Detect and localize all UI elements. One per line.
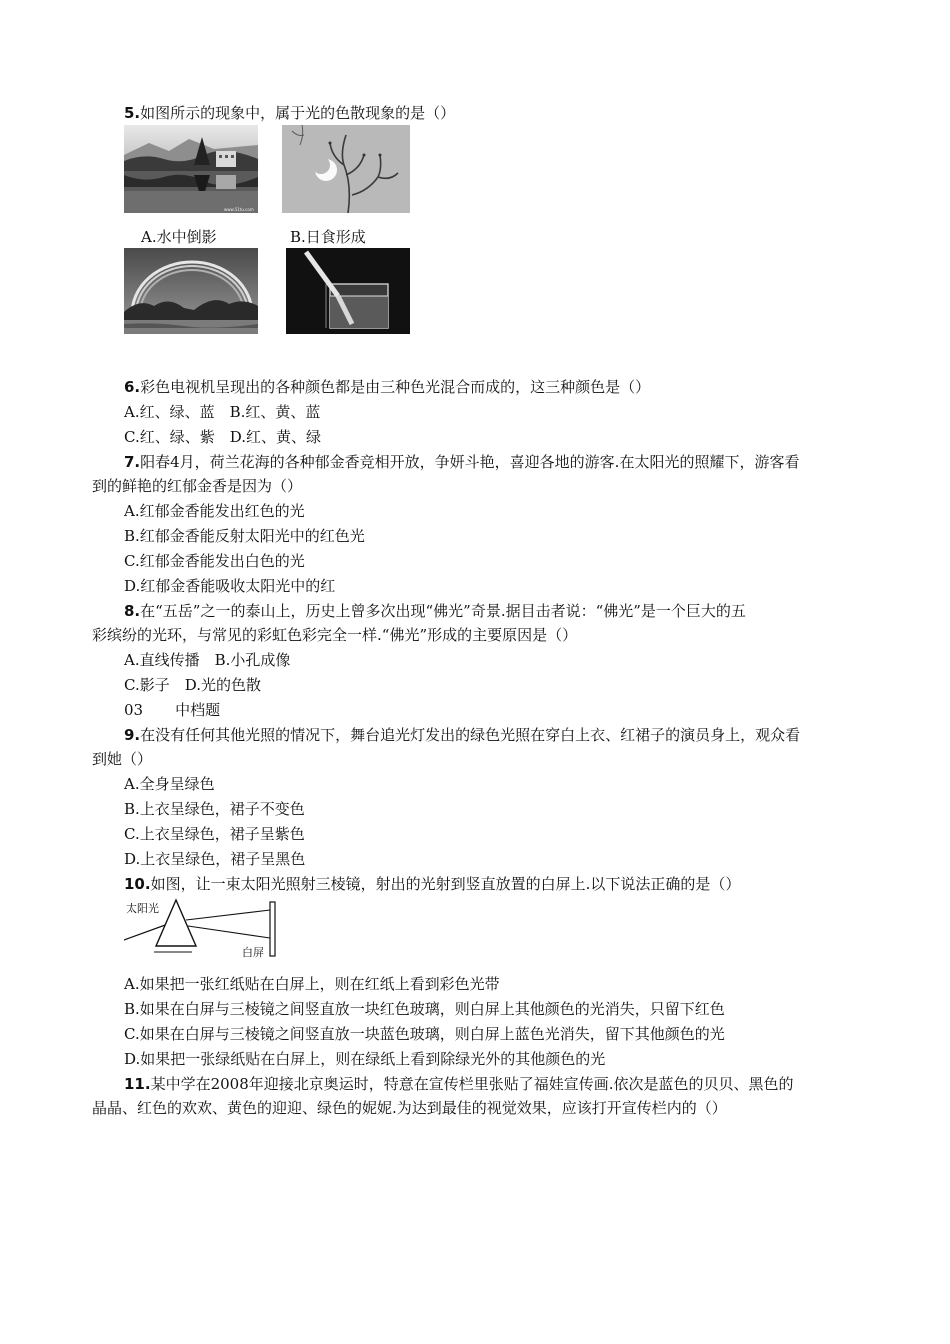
q5-caption-b: B.日食形成: [290, 228, 366, 246]
q5-image-rainbow: [124, 248, 258, 334]
q10-stem: 10.如图，让一束太阳光照射三棱镜，射出的光射到竖直放置的白屏上.以下说法正确的是（）: [124, 875, 741, 893]
q5-image-reflection: [124, 125, 258, 213]
q7-option-a: A.红郁金香能发出红色的光: [124, 502, 305, 520]
q10-option-a: A.如果把一张红纸贴在白屏上，则在红纸上看到彩色光带: [124, 975, 500, 993]
q5-image-eclipse: [282, 125, 410, 213]
q5-image-watermark: www.51tu.com: [224, 207, 254, 212]
q9-option-c: C.上衣呈绿色，裙子呈紫色: [124, 825, 305, 843]
q7-option-c: C.红郁金香能发出白色的光: [124, 552, 305, 570]
q9-option-a: A.全身呈绿色: [124, 775, 215, 793]
q10-prism-diagram: [124, 896, 284, 962]
q9-option-b: B.上衣呈绿色，裙子不变色: [124, 800, 305, 818]
q8-options-ab: A.直线传播 B.小孔成像: [124, 651, 291, 669]
q6-options-cd: C.红、绿、紫 D.红、黄、绿: [124, 428, 321, 446]
q7-option-d: D.红郁金香能吸收太阳光中的红: [124, 577, 336, 595]
q10-label-screen: 白屏: [242, 946, 264, 959]
q6-stem: 6.彩色电视机呈现出的各种颜色都是由三种色光混合而成的，这三种颜色是（）: [124, 378, 651, 396]
q9-stem-line2: 到她（）: [92, 750, 153, 768]
q11-stem-line2: 晶晶、红色的欢欢、黄色的迎迎、绿色的妮妮.为达到最佳的视觉效果，应该打开宣传栏内的（）: [92, 1099, 727, 1117]
q10-option-c: C.如果在白屏与三棱镜之间竖直放一块蓝色玻璃，则白屏上蓝色光消失，留下其他颜色的光: [124, 1025, 725, 1043]
q9-stem-line1: 9.在没有任何其他光照的情况下，舞台追光灯发出的绿色光照在穿白上衣、红裙子的演员身上，观众看: [124, 726, 801, 744]
q7-stem-line2: 到的鲜艳的红郁金香是因为（）: [92, 477, 303, 495]
q5-stem: 5.如图所示的现象中，属于光的色散现象的是（）: [124, 104, 456, 122]
q10-label-sunlight: 太阳光: [126, 902, 159, 915]
q8-stem-line1: 8.在“五岳”之一的泰山上，历史上曾多次出现“佛光”奇景.据目击者说：“佛光”是一个巨大的五: [124, 602, 746, 620]
section-header: 03 中档题: [124, 701, 221, 719]
q9-option-d: D.上衣呈绿色，裙子呈黑色: [124, 850, 306, 868]
q10-option-b: B.如果在白屏与三棱镜之间竖直放一块红色玻璃，则白屏上其他颜色的光消失，只留下红色: [124, 1000, 725, 1018]
q5-caption-a: A.水中倒影: [141, 228, 217, 246]
q8-stem-line2: 彩缤纷的光环，与常见的彩虹色彩完全一样.“佛光”形成的主要原因是（）: [92, 626, 578, 644]
q7-option-b: B.红郁金香能反射太阳光中的红色光: [124, 527, 365, 545]
q10-option-d: D.如果把一张绿纸贴在白屏上，则在绿纸上看到除绿光外的其他颜色的光: [124, 1050, 606, 1068]
q11-stem-line1: 11.某中学在2008年迎接北京奥运时，特意在宣传栏里张贴了福娃宣传画.依次是蓝色的贝贝、黑色的: [124, 1075, 794, 1093]
q6-options-ab: A.红、绿、蓝 B.红、黄、蓝: [124, 403, 321, 421]
q7-stem-line1: 7.阳春4月，荷兰花海的各种郁金香竞相开放，争妍斗艳，喜迎各地的游客.在太阳光的照耀下，游客看: [124, 453, 800, 471]
q5-image-refraction: [286, 248, 410, 334]
q8-options-cd: C.影子 D.光的色散: [124, 676, 261, 694]
